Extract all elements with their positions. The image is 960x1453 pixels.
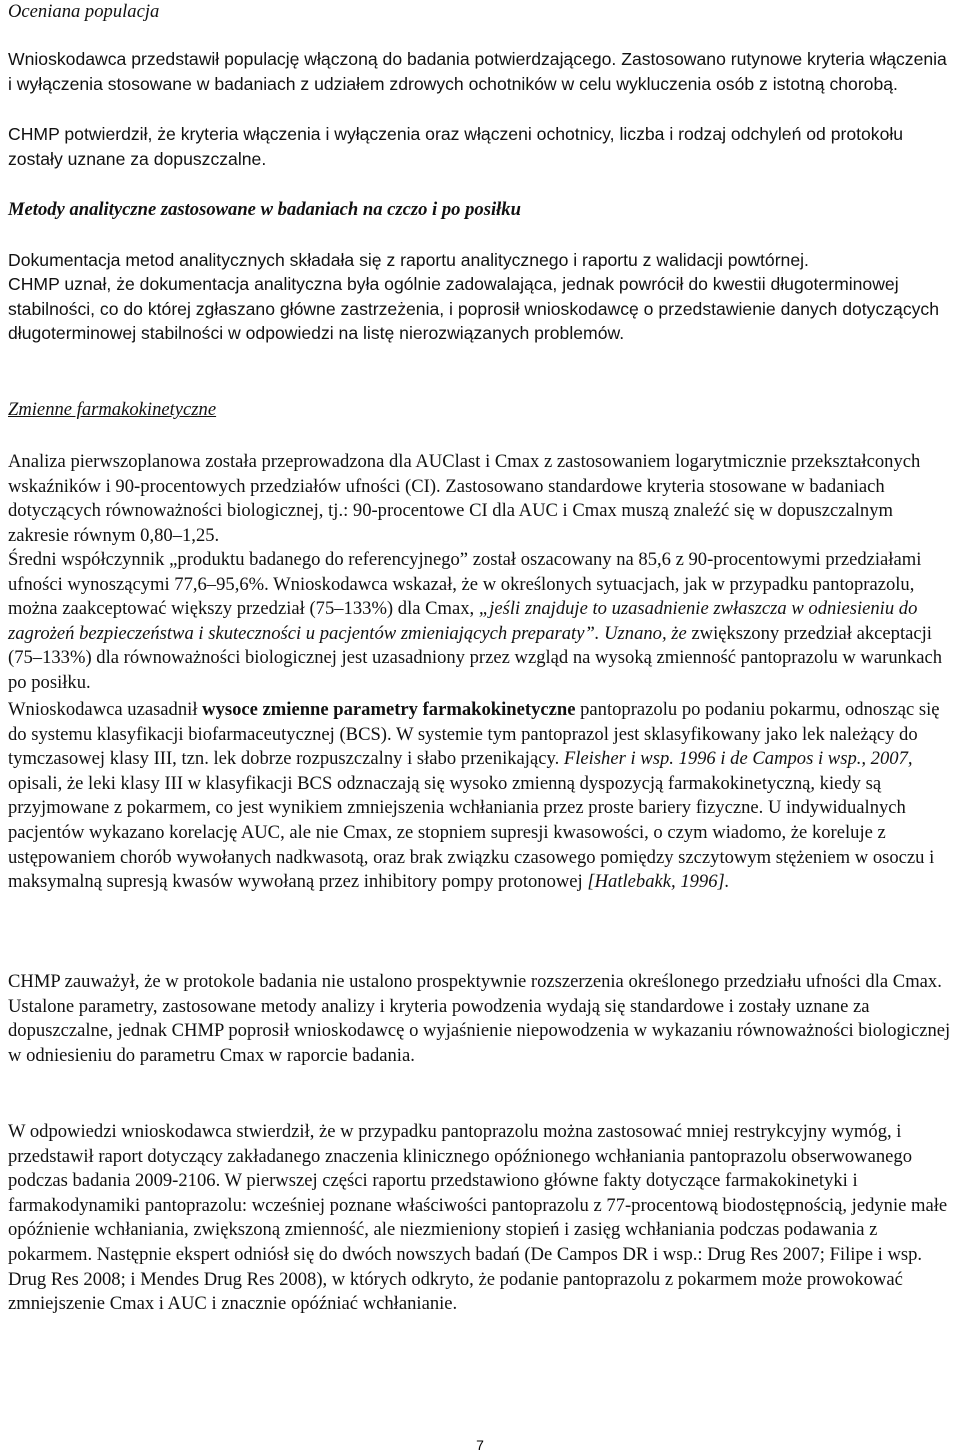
paragraph-analytical-1: Dokumentacja metod analitycznych składała się z raportu analitycznego i raportu z walidacji powtórnej. [8, 250, 809, 270]
paragraph-pk-2-quote: „jeśli znajduje to uzasadnienie zwłaszcza w odniesieniu do zagrożeń bezpieczeństwa i skuteczności u pacjentów zmieniających preparaty”. Uznano, że [8, 598, 918, 644]
paragraph-pk-3-text-3: opisali, że leki klasy III w klasyfikacji BCS odznaczają się wysoko zmienną dyspozycją farmakokinetyczną, kiedy są przyjmowane z pokarmem, co jest wynikiem zmniejszenia wchłaniania przez proste bariery fizyczne. U indywidualnych pacjentów wykazano korelację AUC, ale nie Cmax, ze stopniem supresji kwasowości, o czym wiadomo, że koreluje z ustępowaniem chorób wywołanych nadkwasotą, oraz brak związku czasowego pomiędzy szczytowym stężeniem w osoczu i maksymalną supresją kwasów wywołaną przez inhibitory pompy protonowej [8, 772, 935, 893]
section-heading-analytical-methods: Metody analityczne zastosowane w badaniach na czczo i po posiłku [8, 199, 521, 220]
paragraph-population-1: Wnioskodawca przedstawił populację włączoną do badania potwierdzającego. Zastosowano rutynowe kryteria włączenia i wyłączenia stosowane w badaniach z udziałem zdrowych ochotników w celu wykluczenia osób z istotną chorobą. [8, 49, 947, 94]
section-heading-population: Oceniana populacja [8, 1, 160, 22]
paragraph-pk-3-text-2: pantoprazolu po podaniu pokarmu, odnosząc się do systemu klasyfikacji biofarmaceutycznej (BCS). W systemie tym pantoprazol jest sklasyfikowany jako lek należący do tymczasowej klasy III, tzn. lek dobrze rozpuszczalny i słabo przenikający. [8, 699, 940, 770]
paragraph-pk-3-bold: wysoce zmienne parametry farmakokinetyczne [202, 699, 576, 720]
page-number: 7 [476, 1437, 484, 1453]
paragraph-pk-3-citation-2: [Hatlebakk, 1996]. [587, 871, 730, 893]
paragraph-pk-2-text: Średni współczynnik „produktu badanego do referencyjnego” został oszacowany na 85,6 z 90-procentowymi przedziałami ufności wynoszącymi 77,6–95,6%. Wnioskodawca wskazał, że w określonych sytuacjach, jak w przypadku pantoprazolu, można zaakceptować większy przedział (75–133%) dla Cmax, [8, 549, 922, 620]
paragraph-analytical-2: CHMP uznał, że dokumentacja analityczna była ogólnie zadowalająca, jednak powrócił do kwestii długoterminowej stabilności, co do której zgłaszano główne zastrzeżenia, i poprosił wnioskodawcę o przedstawienie danych dotyczących długoterminowej stabilności w odpowiedzi na listę nierozwiązanych problemów. [8, 274, 940, 344]
paragraph-pk-3-text: Wnioskodawca uzasadnił [8, 699, 203, 720]
paragraph-pk-3-citation: Fleisher i wsp. 1996 i de Campos i wsp., 2007, [563, 748, 913, 770]
section-heading-pk-variables: Zmienne farmakokinetyczne [8, 399, 217, 420]
paragraph-pk-2 [8, 548, 953, 696]
paragraph-pk-3 [8, 698, 953, 895]
paragraph-pk-2-text-end: zwiększony przedział akceptacji (75–133%) dla równoważności biologicznej jest uzasadniony przez wzgląd na wysoką zmienność pantoprazolu w warunkach po posiłku. [8, 622, 943, 693]
paragraph-population-2: CHMP potwierdził, że kryteria włączenia i wyłączenia oraz włączeni ochotnicy, liczba i rodzaj odchyleń od protokołu zostały uznane za dopuszczalne. [8, 124, 904, 169]
paragraph-pk-5: W odpowiedzi wnioskodawca stwierdził, że w przypadku pantoprazolu można zastosować mniej restrykcyjny wymóg, i przedstawił raport dotyczący zakładanego znaczenia klinicznego opóźnionego wchłaniania pantoprazolu obserwowanego podczas badania 2009-2106. W pierwszej części raportu przedstawiono główne fakty dotyczące farmakokinetyki i farmakodynamiki pantoprazolu: wcześniej poznane właściwości pantoprazolu z 77-procentową biodostępnością, jedynie małe opóźnienie wchłaniania, zwiększoną zmienność, ale niezmieniony stopień i zasięg wchłaniania podczas podawania z pokarmem. Następnie ekspert odniósł się do dwóch nowszych badań (De Campos DR i wsp.: Drug Res 2007; Filipe i wsp. Drug Res 2008; i Mendes Drug Res 2008), w których odkryto, że podanie pantoprazolu z pokarmem może prowokować zmniejszenie Cmax i AUC i znacznie opóźniać wchłanianie. [8, 1121, 948, 1315]
paragraph-pk-1: Analiza pierwszoplanowa została przeprowadzona dla AUClast i Cmax z zastosowaniem logarytmicznie przekształconych wskaźników i 90-procentowych przedziałów ufności (CI). Zastosowano standardowe kryteria stosowane w badaniach dotyczących równoważności biologicznej, tj.: 90-procentowe CI dla AUC i Cmax muszą znaleźć się w dopuszczalnym zakresie równym 0,80–1,25. [8, 451, 921, 546]
paragraph-pk-4: CHMP zauważył, że w protokole badania nie ustalono prospektywnie rozszerzenia określonego przedziału ufności dla Cmax. Ustalone parametry, zastosowane metody analizy i kryteria powodzenia wydają się standardowe i zostały uznane za dopuszczalne, jednak CHMP poprosił wnioskodawcę o wyjaśnienie niepowodzenia w wykazaniu równoważności biologicznej w odniesieniu do parametru Cmax w raporcie badania. [8, 971, 951, 1066]
